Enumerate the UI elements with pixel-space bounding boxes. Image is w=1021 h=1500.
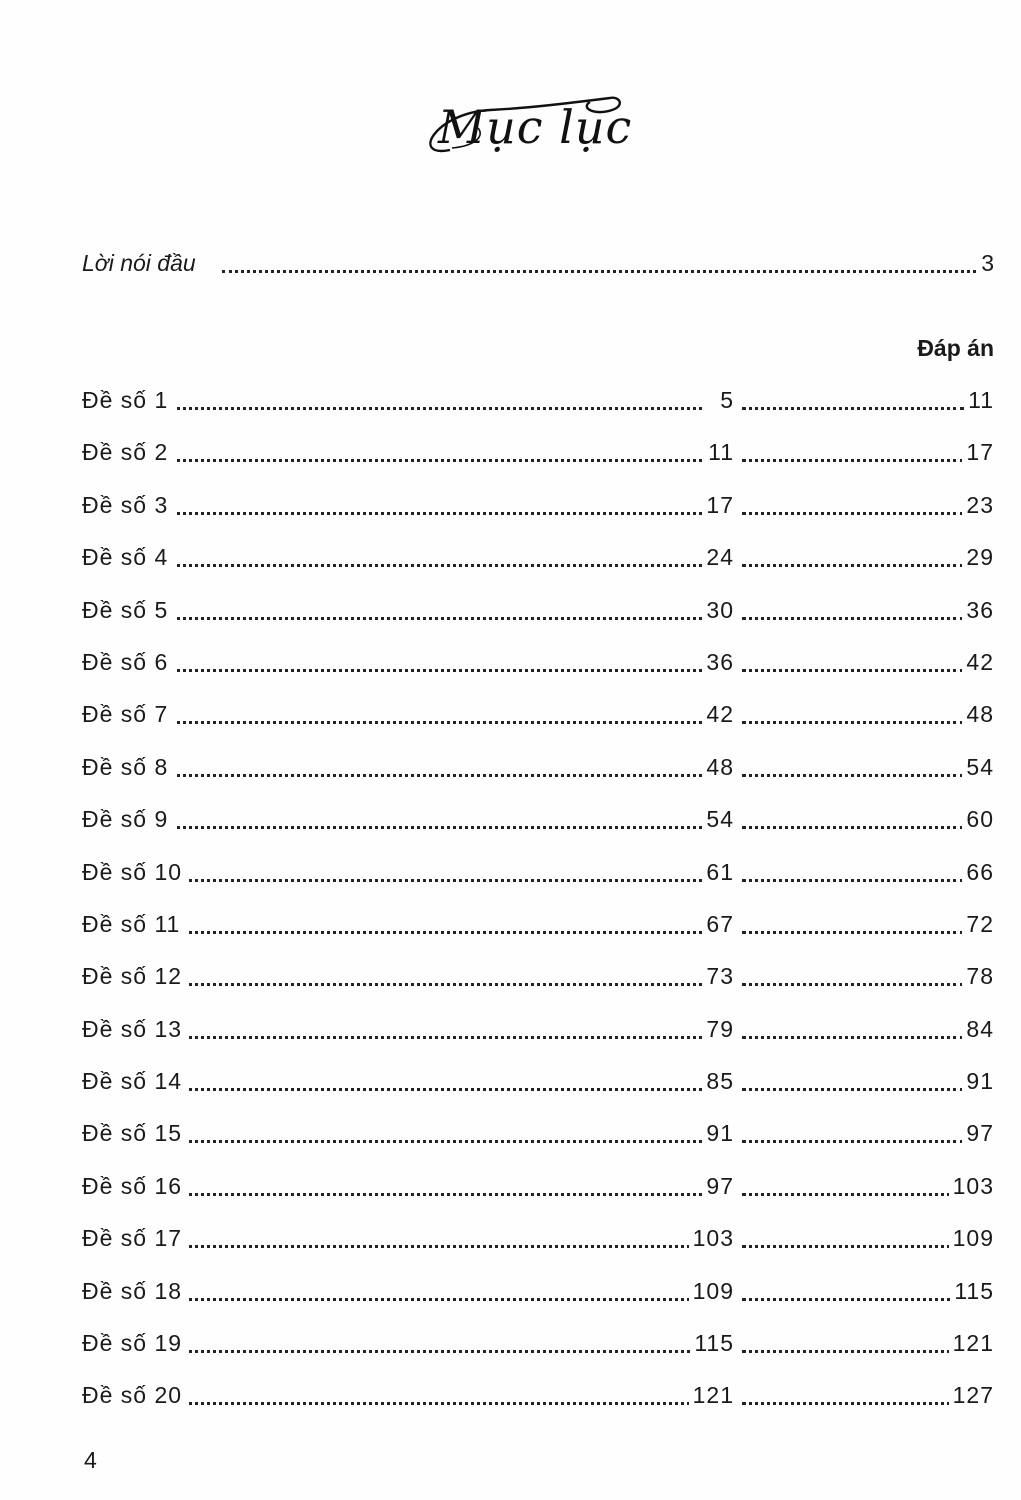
dot-leader — [142, 669, 702, 672]
dot-leader — [142, 564, 702, 567]
toc-entry-answer-page: 42 — [962, 644, 994, 680]
toc-entry-page: 121 — [689, 1377, 734, 1413]
page-title: Mục lục — [438, 100, 633, 154]
toc-entry-page: 85 — [702, 1063, 734, 1099]
dot-leader — [142, 931, 702, 934]
toc-entry-answer-page: 54 — [962, 749, 994, 785]
dot-leader — [142, 983, 702, 986]
toc-intro-page: 3 — [977, 245, 994, 281]
dot-leader — [142, 1088, 702, 1091]
toc-entry[interactable] — [82, 1168, 994, 1220]
toc-intro-row[interactable] — [82, 245, 994, 281]
toc-entry-label: Đề số 19 — [82, 1325, 188, 1361]
toc-entry-label: Đề số 2 — [82, 434, 174, 470]
toc-entry-page: 103 — [689, 1220, 734, 1256]
toc-entry-page: 30 — [702, 592, 734, 628]
dot-leader — [742, 407, 964, 410]
toc-entry-page: 67 — [702, 906, 734, 942]
toc-entry-answer-page: 84 — [962, 1011, 994, 1047]
footer-page-number: 4 — [84, 1447, 97, 1473]
dot-leader — [142, 1245, 702, 1248]
toc-entry-label: Đề số 3 — [82, 487, 174, 523]
toc-entry-page: 109 — [689, 1273, 734, 1309]
dot-leader — [742, 512, 964, 515]
toc-entry-page: 5 — [716, 382, 734, 418]
toc-entry[interactable] — [82, 1325, 994, 1377]
toc-entry-page: 54 — [702, 801, 734, 837]
toc-entry-page: 73 — [702, 958, 734, 994]
dot-leader — [742, 1036, 964, 1039]
toc-entry-page: 48 — [702, 749, 734, 785]
toc-entry-page: 91 — [702, 1115, 734, 1151]
dot-leader — [742, 879, 964, 882]
dot-leader — [742, 721, 964, 724]
toc-entry-answer-page: 11 — [964, 382, 994, 418]
toc-entry[interactable] — [82, 854, 994, 906]
toc-entry-label: Đề số 10 — [82, 854, 188, 890]
toc-entry[interactable] — [82, 644, 994, 696]
toc-entry-answer-page: 115 — [950, 1273, 994, 1309]
toc-entry[interactable] — [82, 1377, 994, 1429]
toc-entry-answer-page: 121 — [949, 1325, 994, 1361]
dot-leader — [742, 669, 964, 672]
dot-leader — [142, 407, 702, 410]
toc-entry[interactable] — [82, 1220, 994, 1272]
toc-entry[interactable] — [82, 958, 994, 1010]
toc-entry[interactable] — [82, 382, 994, 434]
dot-leader — [742, 826, 964, 829]
toc-entry-label: Đề số 1 — [82, 382, 174, 418]
toc-entry-answer-page: 91 — [962, 1063, 994, 1099]
table-of-contents-title — [380, 88, 700, 188]
toc-entry-answer-page: 66 — [962, 854, 994, 890]
dot-leader — [142, 1036, 702, 1039]
toc-entry-answer-page: 72 — [962, 906, 994, 942]
dot-leader — [742, 1088, 964, 1091]
answer-column-header: Đáp án — [917, 335, 994, 361]
dot-leader — [142, 774, 702, 777]
toc-entry[interactable] — [82, 749, 994, 801]
dot-leader — [742, 1402, 964, 1405]
toc-entry-page: 61 — [702, 854, 734, 890]
toc-entry-answer-page: 103 — [949, 1168, 994, 1204]
toc-entry-label: Đề số 9 — [82, 801, 174, 837]
toc-entry-page: 115 — [690, 1325, 734, 1361]
dot-leader — [142, 1140, 702, 1143]
toc-entry[interactable] — [82, 801, 994, 853]
toc-entry-answer-page: 109 — [949, 1220, 994, 1256]
toc-entry-answer-page: 97 — [962, 1115, 994, 1151]
dot-leader — [742, 983, 964, 986]
toc-entry-list — [82, 382, 994, 1430]
dot-leader — [742, 774, 964, 777]
toc-entry[interactable] — [82, 1115, 994, 1167]
toc-entry[interactable] — [82, 906, 994, 958]
toc-entry-label: Đề số 14 — [82, 1063, 188, 1099]
dot-leader — [142, 512, 702, 515]
dot-leader — [742, 617, 964, 620]
toc-entry[interactable] — [82, 487, 994, 539]
dot-leader — [742, 1193, 964, 1196]
dot-leader — [142, 617, 702, 620]
toc-entry[interactable] — [82, 1273, 994, 1325]
toc-entry-label: Đề số 13 — [82, 1011, 188, 1047]
toc-entry-answer-page: 48 — [962, 696, 994, 732]
dot-leader — [142, 459, 702, 462]
toc-entry-page: 24 — [702, 539, 734, 575]
dot-leader — [742, 1140, 964, 1143]
dot-leader — [142, 1402, 702, 1405]
toc-entry-page: 79 — [702, 1011, 734, 1047]
toc-entry-label: Đề số 15 — [82, 1115, 188, 1151]
toc-entry-label: Đề số 18 — [82, 1273, 188, 1309]
dot-leader — [742, 1245, 964, 1248]
dot-leader — [222, 270, 976, 273]
toc-entry[interactable] — [82, 696, 994, 748]
toc-entry-page: 97 — [702, 1168, 734, 1204]
dot-leader — [142, 721, 702, 724]
dot-leader — [142, 1193, 702, 1196]
toc-entry-answer-page: 23 — [962, 487, 994, 523]
toc-intro-label: Lời nói đầu — [82, 245, 200, 281]
toc-entry-page: 42 — [702, 696, 734, 732]
toc-entry-label: Đề số 17 — [82, 1220, 188, 1256]
dot-leader — [142, 826, 702, 829]
dot-leader — [742, 1350, 964, 1353]
dot-leader — [742, 564, 964, 567]
dot-leader — [142, 879, 702, 882]
toc-entry[interactable] — [82, 434, 994, 486]
dot-leader — [742, 1298, 964, 1301]
toc-entry-label: Đề số 7 — [82, 696, 174, 732]
toc-entry-page: 36 — [702, 644, 734, 680]
toc-entry-label: Đề số 8 — [82, 749, 174, 785]
toc-entry-label: Đề số 6 — [82, 644, 174, 680]
dot-leader — [142, 1350, 702, 1353]
toc-entry-page: 11 — [704, 434, 734, 470]
toc-entry-label: Đề số 5 — [82, 592, 174, 628]
toc-entry-answer-page: 29 — [962, 539, 994, 575]
toc-entry-answer-page: 17 — [962, 434, 994, 470]
toc-entry-label: Đề số 16 — [82, 1168, 188, 1204]
toc-entry-answer-page: 36 — [962, 592, 994, 628]
toc-entry[interactable] — [82, 539, 994, 591]
dot-leader — [742, 459, 964, 462]
toc-entry-label: Đề số 12 — [82, 958, 188, 994]
toc-entry[interactable] — [82, 1063, 994, 1115]
toc-entry[interactable] — [82, 1011, 994, 1063]
toc-entry-label: Đề số 20 — [82, 1377, 188, 1413]
toc-entry-answer-page: 78 — [962, 958, 994, 994]
toc-entry-answer-page: 60 — [962, 801, 994, 837]
dot-leader — [742, 931, 964, 934]
toc-entry-label: Đề số 4 — [82, 539, 174, 575]
toc-entry[interactable] — [82, 592, 994, 644]
dot-leader — [142, 1298, 702, 1301]
toc-entry-page: 17 — [702, 487, 734, 523]
toc-entry-label: Đề số 11 — [82, 906, 186, 942]
toc-entry-answer-page: 127 — [949, 1377, 994, 1413]
